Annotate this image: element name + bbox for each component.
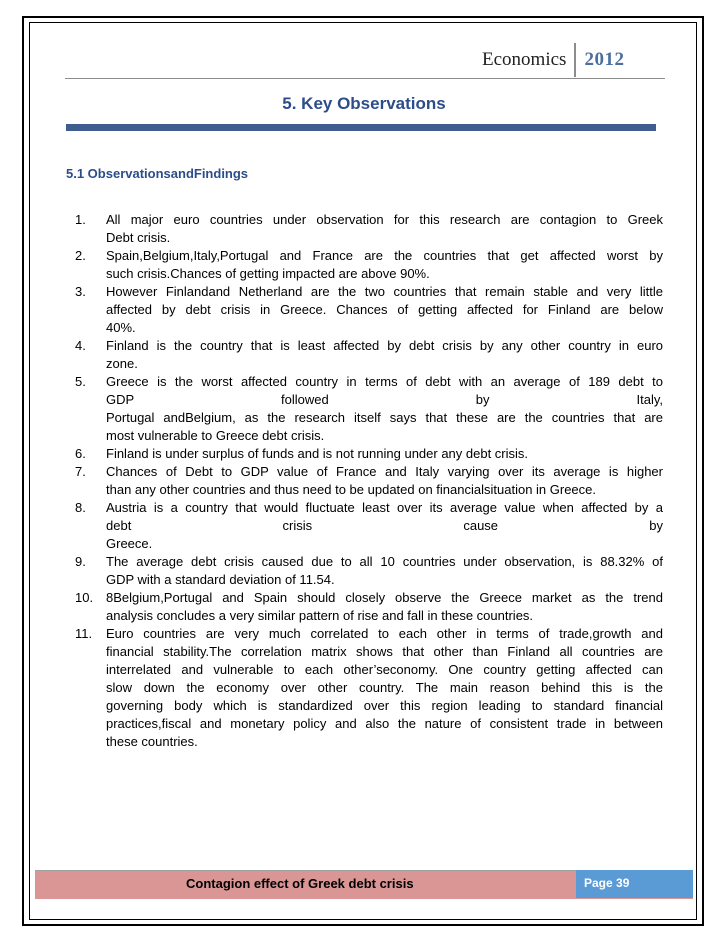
header-rule — [65, 78, 665, 79]
list-item — [75, 211, 663, 247]
text-line: financial stability.The correlation matrix shows that other than Finland all countries are — [106, 644, 663, 659]
text-line: Spain,Belgium,Italy,Portugal and France are the countries that get affected worst by — [106, 248, 663, 263]
text-line: slow down the economy over other country. The main reason behind this is the — [106, 680, 663, 695]
text-line: Portugal andBelgium, as the research itself says that these are the countries that are — [106, 410, 663, 425]
text-line: such crisis.Chances of getting impacted are above 90%. — [106, 266, 430, 281]
text-line: than any other countries and thus need to be updated on financialsituation in Greece. — [106, 482, 597, 497]
text-line: 40%. — [106, 320, 136, 335]
list-item — [75, 625, 663, 751]
text-line: All major euro countries under observation for this research are contagion to Greek — [106, 212, 663, 227]
page-title: 5. Key Observations — [282, 94, 446, 113]
header-year: 2012 — [584, 49, 625, 70]
text-line: Finland is under surplus of funds and is not running under any debt crisis. — [106, 446, 529, 461]
title-rule — [66, 124, 656, 131]
text-line: affected by debt crisis in Greece. Chances of getting affected for Finland are below — [106, 302, 663, 317]
list-item-number: 7. — [75, 464, 86, 479]
text-line: Greece is the worst affected country in terms of debt with an average of 189 debt to — [106, 374, 663, 389]
text-line: Debt crisis. — [106, 230, 171, 245]
list-item — [75, 373, 663, 445]
list-item-number: 2. — [75, 248, 86, 263]
text-line: most vulnerable to Greece debt crisis. — [106, 428, 325, 443]
list-item — [75, 499, 663, 553]
list-item-text — [106, 589, 663, 625]
list-item-text — [106, 445, 663, 463]
text-line: debt crisis cause by — [106, 518, 663, 533]
list-item — [75, 247, 663, 283]
list-item — [75, 553, 663, 589]
page-number: Page 39 — [584, 876, 630, 890]
list-item-text — [106, 625, 663, 751]
text-line: Greece. — [106, 536, 153, 551]
list-item — [75, 283, 663, 337]
text-line: GDP followed by Italy, — [106, 392, 663, 407]
text-line: these countries. — [106, 734, 198, 749]
list-item — [75, 445, 663, 463]
text-line: interrelated and vulnerable to each other’seconomy. One country getting affected can — [106, 662, 663, 677]
list-item-number: 10. — [75, 590, 94, 605]
list-item-text — [106, 283, 663, 337]
footer-page-box — [576, 870, 693, 898]
text-line: Austria is a country that would fluctuate least over its average value when affected by a — [106, 500, 663, 515]
section-heading: 5.1 ObservationsandFindings — [66, 166, 249, 181]
list-item-number: 6. — [75, 446, 86, 461]
text-line: Finland is the country that is least affected by debt crisis by any other country in euro — [106, 338, 663, 353]
list-item-text — [106, 373, 663, 445]
list-item-number: 8. — [75, 500, 86, 515]
text-line: zone. — [106, 356, 138, 371]
list-item — [75, 463, 663, 499]
footer-title: Contagion effect of Greek debt crisis — [186, 876, 414, 891]
list-item-text — [106, 499, 663, 553]
list-item-text — [106, 463, 663, 499]
list-item-text — [106, 553, 663, 589]
observations-list — [75, 211, 663, 751]
text-line: Chances of Debt to GDP value of France and Italy varying over its average is higher — [106, 464, 663, 479]
header-subject: Economics — [482, 49, 567, 70]
list-item — [75, 337, 663, 373]
text-line: practices,fiscal and monetary policy and also the nature of consistent trade in between — [106, 716, 663, 731]
text-line: The average debt crisis caused due to all 10 countries under observation, is 88.32% of — [106, 554, 663, 569]
list-item — [75, 589, 663, 625]
text-line: GDP with a standard deviation of 11.54. — [106, 572, 335, 587]
text-line: analysis concludes a very similar pattern of rise and fall in these countries. — [106, 608, 534, 623]
list-item-number: 11. — [75, 626, 93, 641]
text-line: governing body which is standardized over this region leading to standard financial — [106, 698, 663, 713]
list-item-text — [106, 211, 663, 247]
text-line: However Finlandand Netherland are the two countries that remain stable and very little — [106, 284, 663, 299]
list-item-number: 5. — [75, 374, 86, 389]
list-item-number: 1. — [75, 212, 86, 227]
list-item-text — [106, 247, 663, 283]
text-line: 8Belgium,Portugal and Spain should closely observe the Greece market as the trend — [106, 590, 663, 605]
list-item-number: 9. — [75, 554, 86, 569]
running-header — [482, 46, 624, 74]
list-item-number: 4. — [75, 338, 86, 353]
text-line: Euro countries are very much correlated to each other in terms of trade,growth and — [106, 626, 663, 641]
list-item-number: 3. — [75, 284, 86, 299]
list-item-text — [106, 337, 663, 373]
